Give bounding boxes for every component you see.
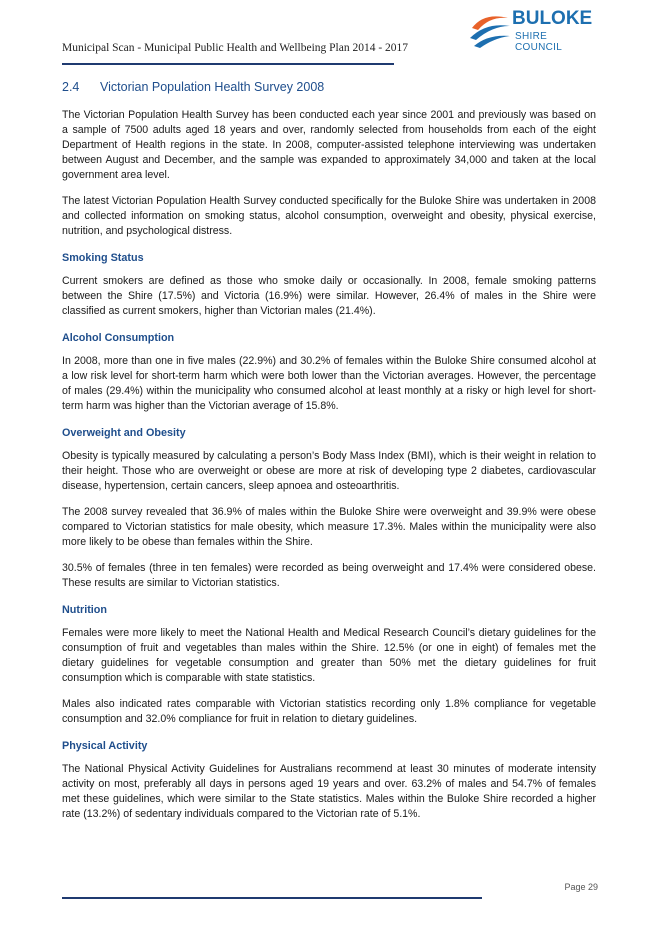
logo-text-buloke: BULOKE <box>512 8 593 29</box>
nutrition-paragraph-2: Males also indicated rates comparable with Victorian statistics recording only 1.8% compliance for vegetable consumption and 32.0% compliance for fruit in relation to dietary guidelines. <box>62 698 596 725</box>
logo-wave-icon <box>468 10 512 50</box>
alcohol-paragraph: In 2008, more than one in five males (22.9%) and 30.2% of females within the Buloke Shire consumed alcohol at a low risk level for short-term harm which were both lower than the Victorian averages. However, the percentage of males (29.4%) within the municipality who consumed alcohol at least monthly at a risky or high level for short-term harm was higher than the Victorian average of 15.8%. <box>62 355 596 412</box>
page-number: Page 29 <box>564 882 598 892</box>
intro-paragraph-2: The latest Victorian Population Health Survey conducted specifically for the Buloke Shire was undertaken in 2008 and collected information on smoking status, alcohol consumption, overweight and obesity, physical exercise, nutrition, and psychological distress. <box>62 195 596 237</box>
activity-heading: Physical Activity <box>62 740 148 752</box>
alcohol-heading: Alcohol Consumption <box>62 332 175 344</box>
section-number: 2.4 <box>62 80 80 94</box>
obesity-paragraph-3: 30.5% of females (three in ten females) were recorded as being overweight and 17.4% were considered obese. These results are similar to Victorian statistics. <box>62 562 596 589</box>
intro-paragraph-1: The Victorian Population Health Survey has been conducted each year since 2001 and previously was based on a sample of 7500 adults aged 18 years and over, randomly selected from households from each of the eight Department of Health regions in the state. In 2008, computer-assisted telephone interviewing was undertaken between August and December, and the sample was expanded to approximately 34,000 and taken at the local government area level. <box>62 109 596 181</box>
header-rule <box>62 63 394 65</box>
footer-rule <box>62 897 482 899</box>
document-body <box>62 70 596 833</box>
header-title: Municipal Scan - Municipal Public Health and Wellbeing Plan 2014 - 2017 <box>62 42 409 54</box>
logo-text-shire-council: SHIRE COUNCIL <box>515 31 563 53</box>
obesity-heading: Overweight and Obesity <box>62 427 186 439</box>
nutrition-heading: Nutrition <box>62 604 107 616</box>
section-title: Victorian Population Health Survey 2008 <box>100 80 325 94</box>
smoking-heading: Smoking Status <box>62 252 144 264</box>
activity-paragraph: The National Physical Activity Guidelines for Australians recommend at least 30 minutes of moderate intensity activity on most, preferably all days in persons aged 19 years and over. 63.2% of males and 54.7% of females met these guidelines, which were similar to the State statistics. Males within the Buloke Shire recorded a higher rate (13.2%) of sedentary individuals compared to the Victorian rate of 5.1%. <box>62 763 596 820</box>
smoking-paragraph: Current smokers are defined as those who smoke daily or occasionally. In 2008, female smoking patterns between the Shire (17.5%) and Victoria (16.9%) were similar. However, 26.4% of males in the Shire were classified as current smokers, higher than Victorian males (21.4%). <box>62 275 596 317</box>
buloke-logo <box>468 6 596 58</box>
nutrition-paragraph-1: Females were more likely to meet the National Health and Medical Research Council’s dietary guidelines for the consumption of fruit and vegetables than males within the Shire. 12.5% (or one in eight) of females met the dietary guidelines for vegetable consumption and greater than 50% met the dietary guidelines for fruit consumption which is comparable with state statistics. <box>62 627 596 684</box>
section-heading <box>62 80 596 94</box>
obesity-paragraph-1: Obesity is typically measured by calculating a person’s Body Mass Index (BMI), which is their weight in relation to their height. Those who are overweight or obese are more at risk of developing type 2 diabetes, cardiovascular disease, hypertension, certain cancers, sleep apnoea and osteoarthritis. <box>62 450 596 492</box>
obesity-paragraph-2: The 2008 survey revealed that 36.9% of males within the Buloke Shire were overweight and 39.9% were obese compared to Victorian statistics for male obesity, which measure 17.3%. Males within the municipality were also more likely to be obese than females within the Shire. <box>62 506 596 548</box>
